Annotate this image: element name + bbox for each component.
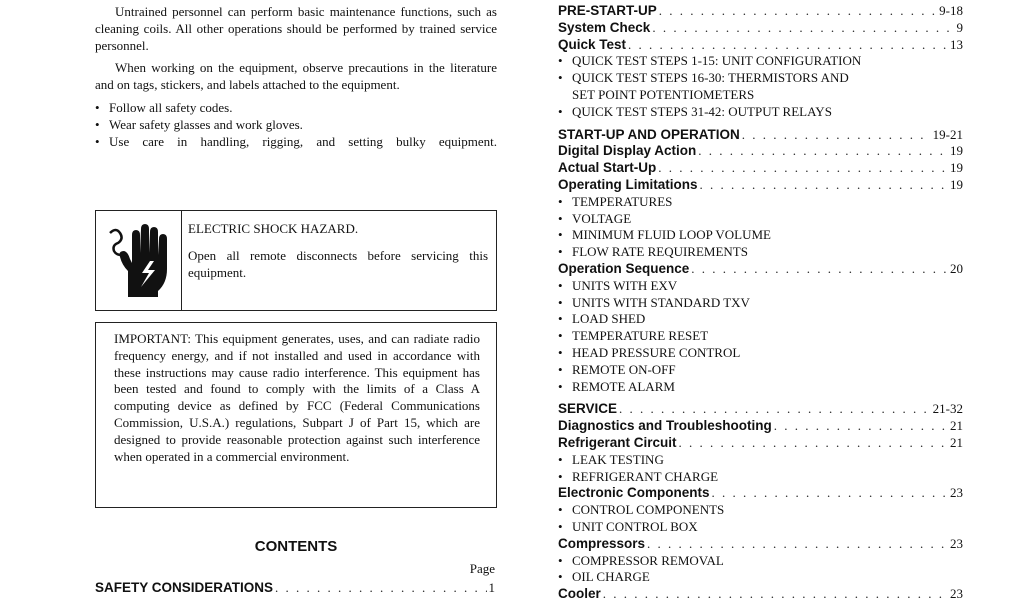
toc-entry-title: SERVICE xyxy=(558,401,618,417)
warning-heading: ELECTRIC SHOCK HAZARD. xyxy=(188,221,359,236)
toc-subentry-text: UNIT CONTROL BOX xyxy=(572,518,698,534)
toc-subentry-text: QUICK TEST STEPS 31-42: OUTPUT RELAYS xyxy=(572,103,832,119)
toc-entry-title: Quick Test xyxy=(558,36,627,52)
toc-subentry xyxy=(558,311,963,328)
toc-leader-dots xyxy=(603,586,948,603)
toc-leader-dots xyxy=(652,20,954,37)
toc-entry xyxy=(558,143,963,160)
toc-entry-page: 9-18 xyxy=(939,3,963,18)
toc-subentry xyxy=(558,211,963,228)
toc-leader-dots xyxy=(691,261,948,278)
toc-subentry xyxy=(558,244,963,261)
toc-subentry-text: VOLTAGE xyxy=(572,210,632,226)
toc-entry xyxy=(558,127,963,144)
toc-entry-safety xyxy=(95,580,495,597)
toc-subentry xyxy=(558,295,963,312)
toc-subentry-text: REMOTE ON-OFF xyxy=(572,361,676,377)
toc-entry-page: 19 xyxy=(950,160,963,176)
toc-entry-page: 19 xyxy=(950,143,963,159)
toc-subentry-text: QUICK TEST STEPS 16-30: THERMISTORS AND xyxy=(572,70,849,86)
safety-bullets xyxy=(95,100,497,150)
toc-entry xyxy=(558,20,963,37)
toc-subentry-text: TEMPERATURES xyxy=(572,193,673,209)
toc-entry-page: 1 xyxy=(488,580,495,595)
bullet-item: • Wear safety glasses and work gloves. xyxy=(95,117,497,134)
electric-shock-warning-box xyxy=(95,210,497,311)
toc-subentry-text: LEAK TESTING xyxy=(572,451,664,467)
toc-subentry xyxy=(558,519,963,536)
toc-entry-page: 21 xyxy=(950,418,963,434)
toc-subentry xyxy=(558,278,963,295)
toc-subentry-text: HEAD PRESSURE CONTROL xyxy=(572,344,741,360)
toc-subentry xyxy=(558,227,963,244)
toc-entry-title: Actual Start-Up xyxy=(558,160,657,176)
toc-subentry xyxy=(558,452,963,469)
toc-entry xyxy=(558,536,963,553)
toc-entry-page: 19-21 xyxy=(932,126,963,142)
toc-subentry-text: FLOW RATE REQUIREMENTS xyxy=(572,244,748,260)
toc-entry-page: 21 xyxy=(950,434,963,450)
toc-entry xyxy=(558,418,963,435)
bullet-item: • Follow all safety codes. xyxy=(95,100,497,117)
toc-entry-title: START-UP AND OPERATION xyxy=(558,126,740,142)
toc-leader-dots xyxy=(698,143,948,160)
toc-leader-dots xyxy=(659,3,937,20)
toc-subentry-text: UNITS WITH EXV xyxy=(572,277,678,293)
toc-leader-dots xyxy=(712,485,948,502)
toc-subentry-text: QUICK TEST STEPS 1-15: UNIT CONFIGURATION xyxy=(572,53,862,69)
toc-subentry xyxy=(558,53,963,70)
toc-entry xyxy=(558,435,963,452)
toc-subentry-text: OIL CHARGE xyxy=(572,569,650,585)
toc-subentry xyxy=(558,553,963,570)
toc-entry xyxy=(558,261,963,278)
toc-entry-title: System Check xyxy=(558,19,651,35)
toc-entry xyxy=(558,160,963,177)
toc-entry-page: 23 xyxy=(950,535,963,551)
left-column xyxy=(95,0,497,150)
toc-subentry-text: LOAD SHED xyxy=(572,311,646,327)
toc-entry xyxy=(558,177,963,194)
toc-entry-title: Electronic Components xyxy=(558,485,710,501)
toc-entry xyxy=(558,586,963,603)
toc-entry xyxy=(558,3,963,20)
toc-subentry xyxy=(558,469,963,486)
toc-subentry-text: UNITS WITH STANDARD TXV xyxy=(572,294,750,310)
toc-subentry-text: REMOTE ALARM xyxy=(572,378,675,394)
toc-entry-page: 23 xyxy=(950,586,963,602)
toc-subentry xyxy=(558,345,963,362)
toc-leader-dots xyxy=(679,435,948,452)
toc-entry-title: Refrigerant Circuit xyxy=(558,434,677,450)
toc-entry xyxy=(558,485,963,502)
toc-subentry xyxy=(558,362,963,379)
toc-entry-page: 9 xyxy=(956,19,963,35)
warning-body: Open all remote disconnects before servicing this equipment. xyxy=(188,247,488,280)
warning-text xyxy=(188,221,488,281)
toc-subentry xyxy=(558,70,963,104)
toc-subentry xyxy=(558,569,963,586)
toc-subentry xyxy=(558,379,963,396)
toc-leader-dots xyxy=(774,418,948,435)
toc-entry-title: PRE-START-UP xyxy=(558,3,657,18)
toc-entry-title: Compressors xyxy=(558,535,646,551)
toc-entry-title: Digital Display Action xyxy=(558,143,697,159)
toc-subentry xyxy=(558,502,963,519)
warning-icon-cell xyxy=(96,211,182,310)
toc-subentry-text: MINIMUM FLUID LOOP VOLUME xyxy=(572,227,771,243)
toc-leader-dots xyxy=(647,536,948,553)
contents-heading: CONTENTS xyxy=(254,538,338,555)
toc-subentry-text: COMPRESSOR REMOVAL xyxy=(572,552,724,568)
toc-leader-dots xyxy=(658,160,948,177)
bullet-item: • Use care in handling, rigging, and setting bulky equipment. xyxy=(95,134,497,151)
toc-subentry xyxy=(558,104,963,121)
toc-entry-title: SAFETY CONSIDERATIONS xyxy=(95,580,274,595)
toc-entry-title: Diagnostics and Troubleshooting xyxy=(558,418,772,434)
toc-entry xyxy=(558,37,963,54)
toc-entry-title: Operation Sequence xyxy=(558,260,690,276)
toc-leader-dots xyxy=(742,127,931,144)
toc-subentry xyxy=(558,194,963,211)
maintenance-paragraph: Untrained personnel can perform basic maintenance functions, such as cleaning coils. All other operations should be performed by trained service personnel. xyxy=(95,4,497,53)
toc-entry-page: 21-32 xyxy=(932,401,963,417)
toc-entry-page: 19 xyxy=(950,176,963,192)
toc-leader-dots xyxy=(275,580,486,597)
toc-entry xyxy=(558,401,963,418)
toc-subentry-text: CONTROL COMPONENTS xyxy=(572,502,725,518)
toc-entry-title: Operating Limitations xyxy=(558,176,698,192)
fcc-notice-box xyxy=(95,322,497,508)
contents-page-column-header: Page xyxy=(469,561,495,576)
toc-entry-page: 13 xyxy=(950,36,963,52)
toc-leader-dots xyxy=(628,37,948,54)
toc-entry-title: Cooler xyxy=(558,586,601,602)
toc-subentry-continuation: SET POINT POTENTIOMETERS xyxy=(572,86,755,102)
toc-leader-dots xyxy=(619,401,931,418)
toc-subentry-text: TEMPERATURE RESET xyxy=(572,328,709,344)
electric-shock-hand-icon xyxy=(108,221,170,299)
toc-leader-dots xyxy=(700,177,948,194)
toc-entry-page: 23 xyxy=(950,485,963,501)
toc-subentry-text: REFRIGERANT CHARGE xyxy=(572,468,719,484)
toc-subentry xyxy=(558,328,963,345)
table-of-contents xyxy=(558,3,963,603)
toc-entry-page: 20 xyxy=(950,260,963,276)
precautions-paragraph: When working on the equipment, observe precautions in the literature and on tags, stickers, and labels attached to the equipment. xyxy=(95,60,497,93)
fcc-notice-text: IMPORTANT: This equipment generates, uses, and can radiate radio frequency energy, and if not installed and used in accordance with these instructions may cause radio interference. This equipment has been tested and found to comply with the limits of a Class A computing device as defined by FCC (Federal Communications Commission, U.S.A.) regulations, Subpart J of Part 15, which are designed to provide reasonable protection against such interference when operated in a commercial environment. xyxy=(114,331,480,464)
